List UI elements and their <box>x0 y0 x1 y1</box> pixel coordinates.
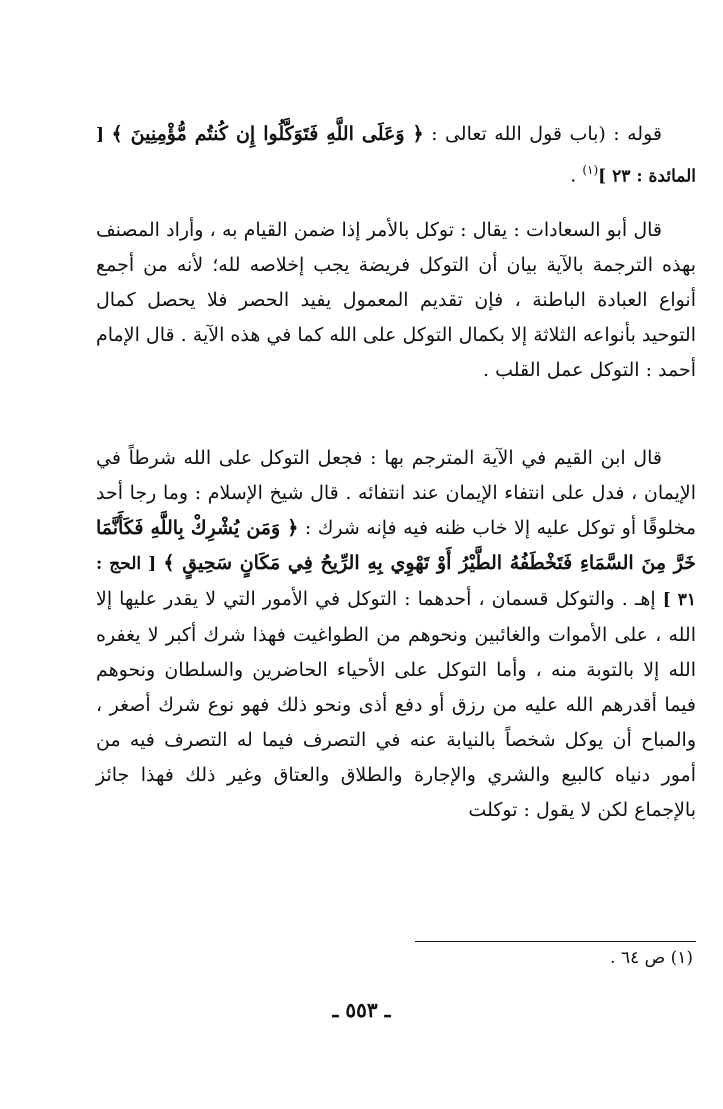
quran-verse-hajj: ﴿ وَمَن يُشْرِكْ بِاللَّهِ فَكَأَنَّمَا خَرَّ مِنَ السَّمَاءِ فَتَخْطَفُهُ الطَّيْرُ أَوْ تَهْوِي بِهِ الرِّيحُ فِي مَكَانٍ سَحِيقٍ ﴾ <box>96 517 696 574</box>
heading-intro: قوله : (باب قول الله تعالى : <box>431 123 662 145</box>
verse-reference-hajj: [ الحج : ٣١ ] <box>96 554 696 610</box>
paragraph-ibn-qayyim <box>96 441 696 828</box>
heading-paragraph <box>96 117 696 194</box>
footnote-separator <box>415 941 696 942</box>
heading-end: . <box>570 164 577 187</box>
paragraph-ibn-qayyim-text: قال ابن القيم في الآية المترجم بها : فجعل التوكل على الله شرطاً في الإيمان ، فدل على انتفاء الإيمان عند انتفائه . قال شيخ الإسلام : وما رجا أحد مخلوقًا أو توكل عليه إلا خاب ظنه فيه فإنه شرك : <box>96 447 696 539</box>
paragraph-abu-saadat <box>96 213 696 388</box>
paragraph-tawakkul-types-text: إهـ . والتوكل قسمان ، أحدهما : التوكل في الأمور التي لا يقدر عليها إلا الله ، على الأموات والغائبين ونحوهم من الطواغيت فهذا شرك أكبر لا يغفره الله إلا بالتوبة منه ، وأما التوكل على الأحياء الحاضرين والسلطان ونحوهم فيما أقدرهم الله عليه من رزق أو دفع أذى ونحو ذلك فهو نوع شرك أصغر ، والمباح أن يوكل شخصاً بالنيابة عنه في التصرف فيما له التصرف فيه من أمور دنياه كالبيع والشري والإجارة والطلاق والعتاق وغير ذلك فهذا جائز بالإجماع لكن لا يقول : توكلت <box>96 588 696 821</box>
verse-reference-maidah: [ المائدة : ٢٣ ] <box>96 125 696 187</box>
paragraph-abu-saadat-text: قال أبو السعادات : يقال : توكل بالأمر إذا ضمن القيام به ، وأراد المصنف بهذه الترجمة بالآية بيان أن التوكل فريضة يجب إخلاصه لله؛ لأنه من أجمع أنواع العبادة الباطنة ، فإن تقديم المعمول يفيد الحصر فلا يحصل كمال التوحيد بأنواعه الثلاثة إلا بكمال التوكل على الله كما في هذه الآية . قال الإمام أحمد : التوكل عمل القلب . <box>96 219 696 381</box>
page-number: ـ ٥٥٣ ـ <box>332 998 391 1022</box>
quran-verse-maidah: ﴿ وَعَلَى اللَّهِ فَتَوَكَّلُوا إِن كُنتُم مُّؤْمِنِينَ ﴾ <box>111 123 424 145</box>
footnote-marker: (١) <box>582 163 599 177</box>
footnote: (١) ص ٦٤ . <box>610 948 693 968</box>
